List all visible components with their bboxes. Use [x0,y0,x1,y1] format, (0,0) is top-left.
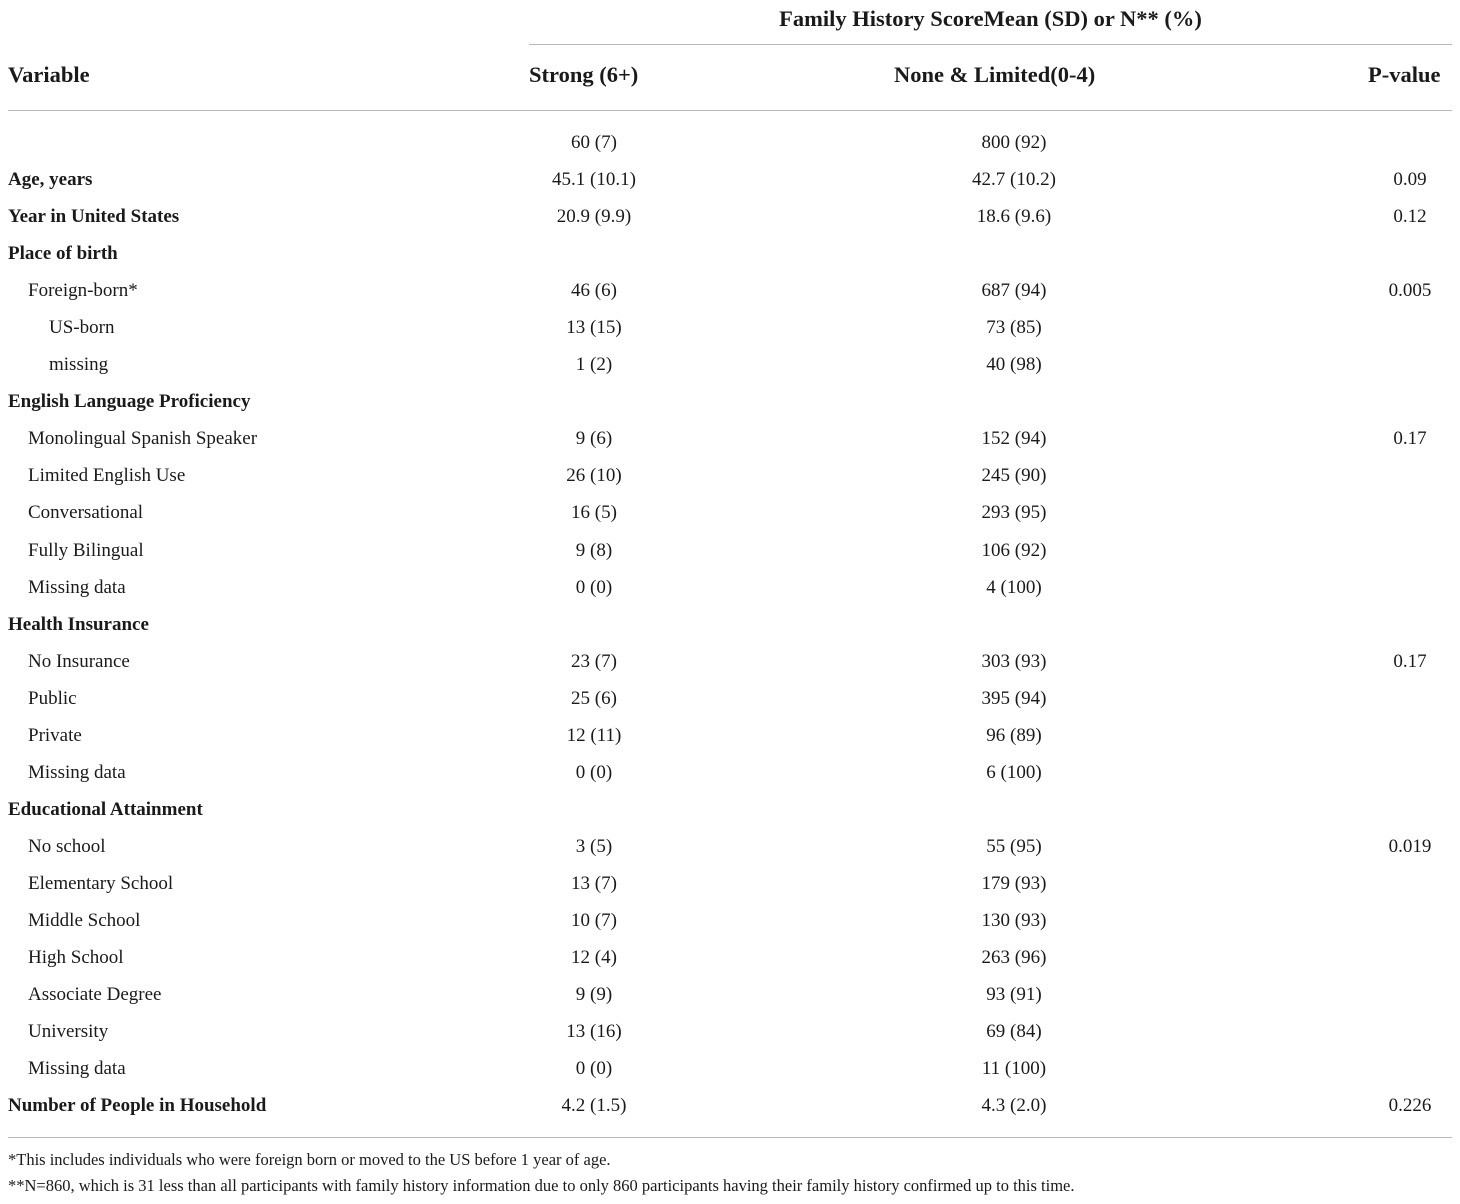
cell-strong: 0 (0) [575,1058,613,1080]
row-label: Associate Degree [28,984,162,1006]
cell-none-limited: 73 (85) [986,317,1042,339]
cell-none-limited: 40 (98) [986,354,1042,376]
cell-none-limited: 395 (94) [981,687,1047,709]
table-row [0,383,1460,420]
table-row [0,532,1460,569]
cell-strong: 13 (7) [571,872,617,894]
cell-none-limited: 130 (93) [981,909,1047,931]
row-label: Missing data [28,576,126,598]
cell-p-value: 0.226 [1388,1095,1432,1117]
cell-p-value: 0.12 [1393,206,1427,228]
cell-strong: 16 (5) [571,502,617,524]
row-label: Fully Bilingual [28,539,144,561]
table-row [0,1087,1460,1124]
cell-strong: 26 (10) [566,465,622,487]
cell-none-limited: 303 (93) [981,650,1047,672]
footnote: *This includes individuals who were foreign born or moved to the US before 1 year of age. [8,1150,611,1169]
cell-strong: 9 (8) [575,539,613,561]
row-label: Age, years [8,169,93,191]
table-row [0,680,1460,717]
cell-none-limited: 69 (84) [986,1021,1042,1043]
cell-strong: 10 (7) [571,909,617,931]
cell-p-value: 0.17 [1393,650,1427,672]
cell-strong: 13 (15) [566,317,622,339]
cell-p-value: 0.17 [1393,428,1427,450]
table-body [0,124,1460,1124]
cell-strong: 45.1 (10.1) [552,169,636,191]
cell-strong: 12 (11) [566,724,622,746]
column-header-p-value: P-value [1368,62,1441,87]
cell-p-value: 0.09 [1393,169,1427,191]
cell-strong: 0 (0) [575,576,613,598]
row-label: English Language Proficiency [8,391,251,413]
cell-none-limited: 245 (90) [981,465,1047,487]
table-row [0,643,1460,680]
cell-none-limited: 55 (95) [986,835,1042,857]
row-label: US-born [49,317,115,339]
row-label: Private [28,724,82,746]
table-row [0,272,1460,309]
table-row [0,1013,1460,1050]
cell-strong: 9 (9) [575,984,613,1006]
cell-none-limited: 800 (92) [981,132,1047,153]
row-label: missing [49,354,109,376]
table-row [0,717,1460,754]
row-label: No school [28,835,106,857]
cell-strong: 1 (2) [575,354,613,376]
row-label: Place of birth [8,243,118,265]
table-row [0,902,1460,939]
cell-strong: 25 (6) [571,687,617,709]
row-label: University [28,1021,109,1043]
cell-strong: 23 (7) [571,650,617,672]
row-label: Limited English Use [28,465,186,487]
table-row [0,309,1460,346]
cell-strong: 60 (7) [571,132,617,153]
cell-strong: 0 (0) [575,761,613,783]
table-row [0,569,1460,606]
table-row [0,976,1460,1013]
cell-none-limited: 4.3 (2.0) [981,1095,1047,1117]
row-label: Health Insurance [8,613,149,635]
row-label: Number of People in Household [8,1095,267,1117]
table-row [0,828,1460,865]
header-rule [8,110,1452,111]
group-header-rule [529,44,1452,45]
column-header-none-limited: None & Limited(0-4) [894,62,1096,87]
table-row [0,124,1460,161]
row-label: Year in United States [8,206,180,228]
table-row [0,346,1460,383]
footnote: **N=860, which is 31 less than all participants with family history information due to only 860 participants having their family history confirmed up to this time. [8,1176,1075,1195]
row-label: Missing data [28,761,126,783]
row-label: Educational Attainment [8,798,203,820]
table-row [0,198,1460,235]
column-header-variable: Variable [8,62,90,87]
cell-strong: 20.9 (9.9) [556,206,632,228]
cell-strong: 4.2 (1.5) [561,1095,627,1117]
cell-none-limited: 263 (96) [981,947,1047,969]
cell-none-limited: 179 (93) [981,872,1047,894]
table-row [0,235,1460,272]
table-row [0,494,1460,531]
table-row [0,161,1460,198]
table-row [0,754,1460,791]
cell-none-limited: 11 (100) [981,1058,1047,1080]
row-label: Foreign-born* [28,280,138,302]
cell-strong: 3 (5) [575,835,613,857]
cell-none-limited: 293 (95) [981,502,1047,524]
table-row [0,865,1460,902]
column-header-strong: Strong (6+) [529,62,639,87]
cell-p-value: 0.005 [1388,280,1432,302]
row-label: No Insurance [28,650,130,672]
row-label: Conversational [28,502,144,524]
row-label: Missing data [28,1058,126,1080]
cell-none-limited: 93 (91) [986,984,1042,1006]
cell-none-limited: 18.6 (9.6) [976,206,1052,228]
table-row [0,791,1460,828]
row-label: Public [28,687,77,709]
cell-none-limited: 687 (94) [981,280,1047,302]
bottom-rule [8,1137,1452,1138]
table-row [0,457,1460,494]
cell-strong: 13 (16) [566,1021,622,1043]
table-row [0,1050,1460,1087]
cell-none-limited: 106 (92) [981,539,1047,561]
cell-none-limited: 6 (100) [986,761,1042,783]
table-row [0,420,1460,457]
row-label: Elementary School [28,872,174,894]
row-label: High School [28,947,124,969]
table-row [0,939,1460,976]
cell-strong: 12 (4) [571,947,617,969]
row-label: Monolingual Spanish Speaker [28,428,258,450]
cell-p-value: 0.019 [1388,835,1432,857]
row-label: Middle School [28,909,141,931]
cell-none-limited: 42.7 (10.2) [972,169,1056,191]
cell-strong: 9 (6) [575,428,613,450]
cell-none-limited: 152 (94) [981,428,1047,450]
cell-none-limited: 96 (89) [986,724,1042,746]
cell-strong: 46 (6) [571,280,617,302]
table-row [0,606,1460,643]
cell-none-limited: 4 (100) [986,576,1042,598]
group-header: Family History ScoreMean (SD) or N** (%) [779,6,1202,31]
